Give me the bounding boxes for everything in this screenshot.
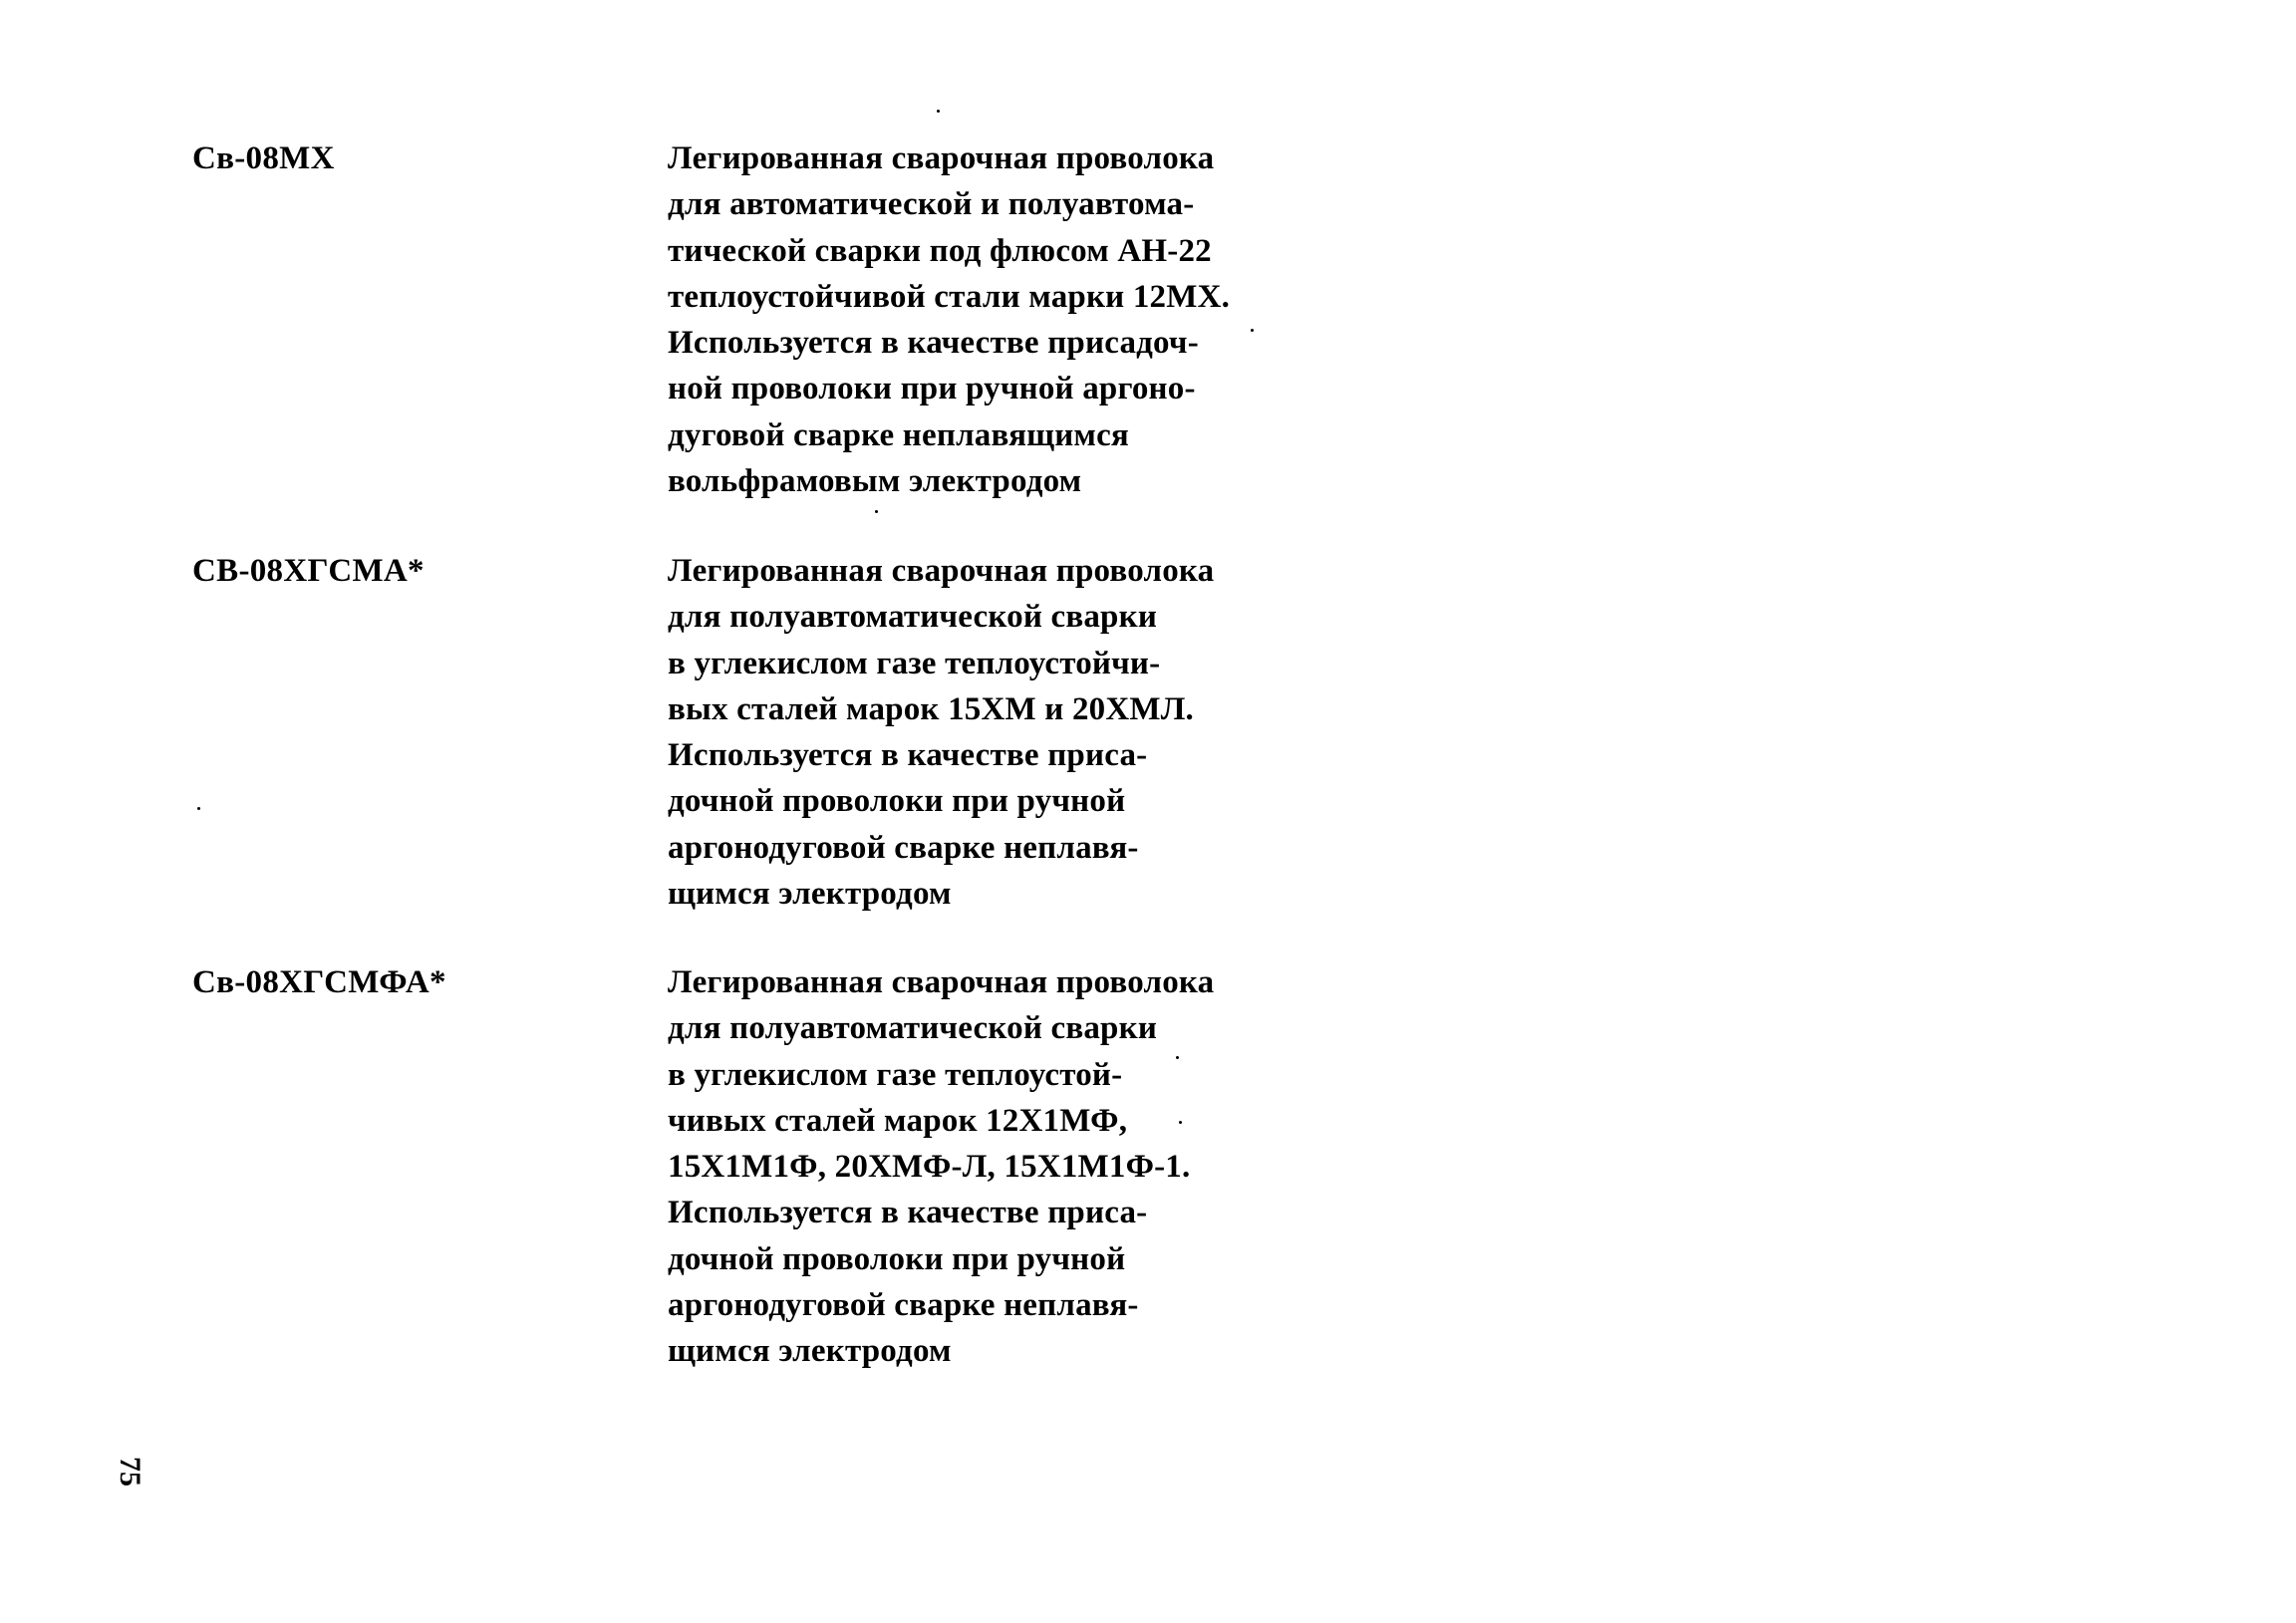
description-line: Легированная сварочная проволока: [668, 964, 1215, 1000]
description-line: дочной проволоки при ручной: [668, 783, 1126, 820]
entry-grade: СВ-08ХГСМА*: [192, 553, 425, 589]
description-line: 15Х1М1Ф, 20ХМФ-Л, 15Х1М1Ф-1.: [668, 1149, 1191, 1186]
description-line: аргонодуговой сварке неплавя-: [668, 1287, 1139, 1324]
entry-description: [668, 135, 1230, 504]
description-line: ной проволоки при ручной аргоно-: [668, 371, 1196, 407]
description-line: щимся электродом: [668, 876, 952, 913]
description-line: Используется в качестве приса-: [668, 1195, 1148, 1231]
entry-description: [668, 548, 1214, 917]
scan-speck: [937, 110, 940, 113]
description-line: вых сталей марок 15ХМ и 20ХМЛ.: [668, 690, 1194, 727]
scan-speck: [875, 510, 878, 513]
scan-speck: [1251, 329, 1254, 332]
description-line: чивых сталей марок 12Х1МФ,: [668, 1102, 1128, 1139]
description-line: щимся электродом: [668, 1333, 952, 1370]
description-line: тической сварки под флюсом АН-22: [668, 232, 1212, 269]
page-number: 75: [114, 1457, 146, 1487]
description-line: Используется в качестве присадоч-: [668, 325, 1199, 362]
entry-description: [668, 959, 1214, 1375]
description-line: для автоматической и полуавтома-: [668, 186, 1195, 223]
description-line: дуговой сварке неплавящимся: [668, 416, 1129, 453]
description-line: в углекислом газе теплоустой-: [668, 1056, 1123, 1093]
scan-speck: [1176, 1056, 1179, 1059]
description-line: Легированная сварочная проволока: [668, 140, 1215, 176]
description-line: дочной проволоки при ручной: [668, 1240, 1126, 1277]
description-line: вольфрамовым электродом: [668, 463, 1082, 500]
scan-speck: [1179, 1121, 1182, 1124]
description-line: для полуавтоматической сварки: [668, 1010, 1158, 1047]
entry-grade: Св-08ХГСМФА*: [192, 964, 446, 1000]
entry-grade: Св-08МХ: [192, 140, 335, 176]
description-line: теплоустойчивой стали марки 12МХ.: [668, 278, 1231, 315]
description-line: аргонодуговой сварке неплавя-: [668, 829, 1139, 866]
description-line: Легированная сварочная проволока: [668, 553, 1215, 589]
scan-speck: [197, 807, 200, 810]
description-line: в углекислом газе теплоустойчи-: [668, 645, 1161, 681]
description-line: для полуавтоматической сварки: [668, 599, 1158, 636]
description-line: Используется в качестве приса-: [668, 737, 1148, 774]
